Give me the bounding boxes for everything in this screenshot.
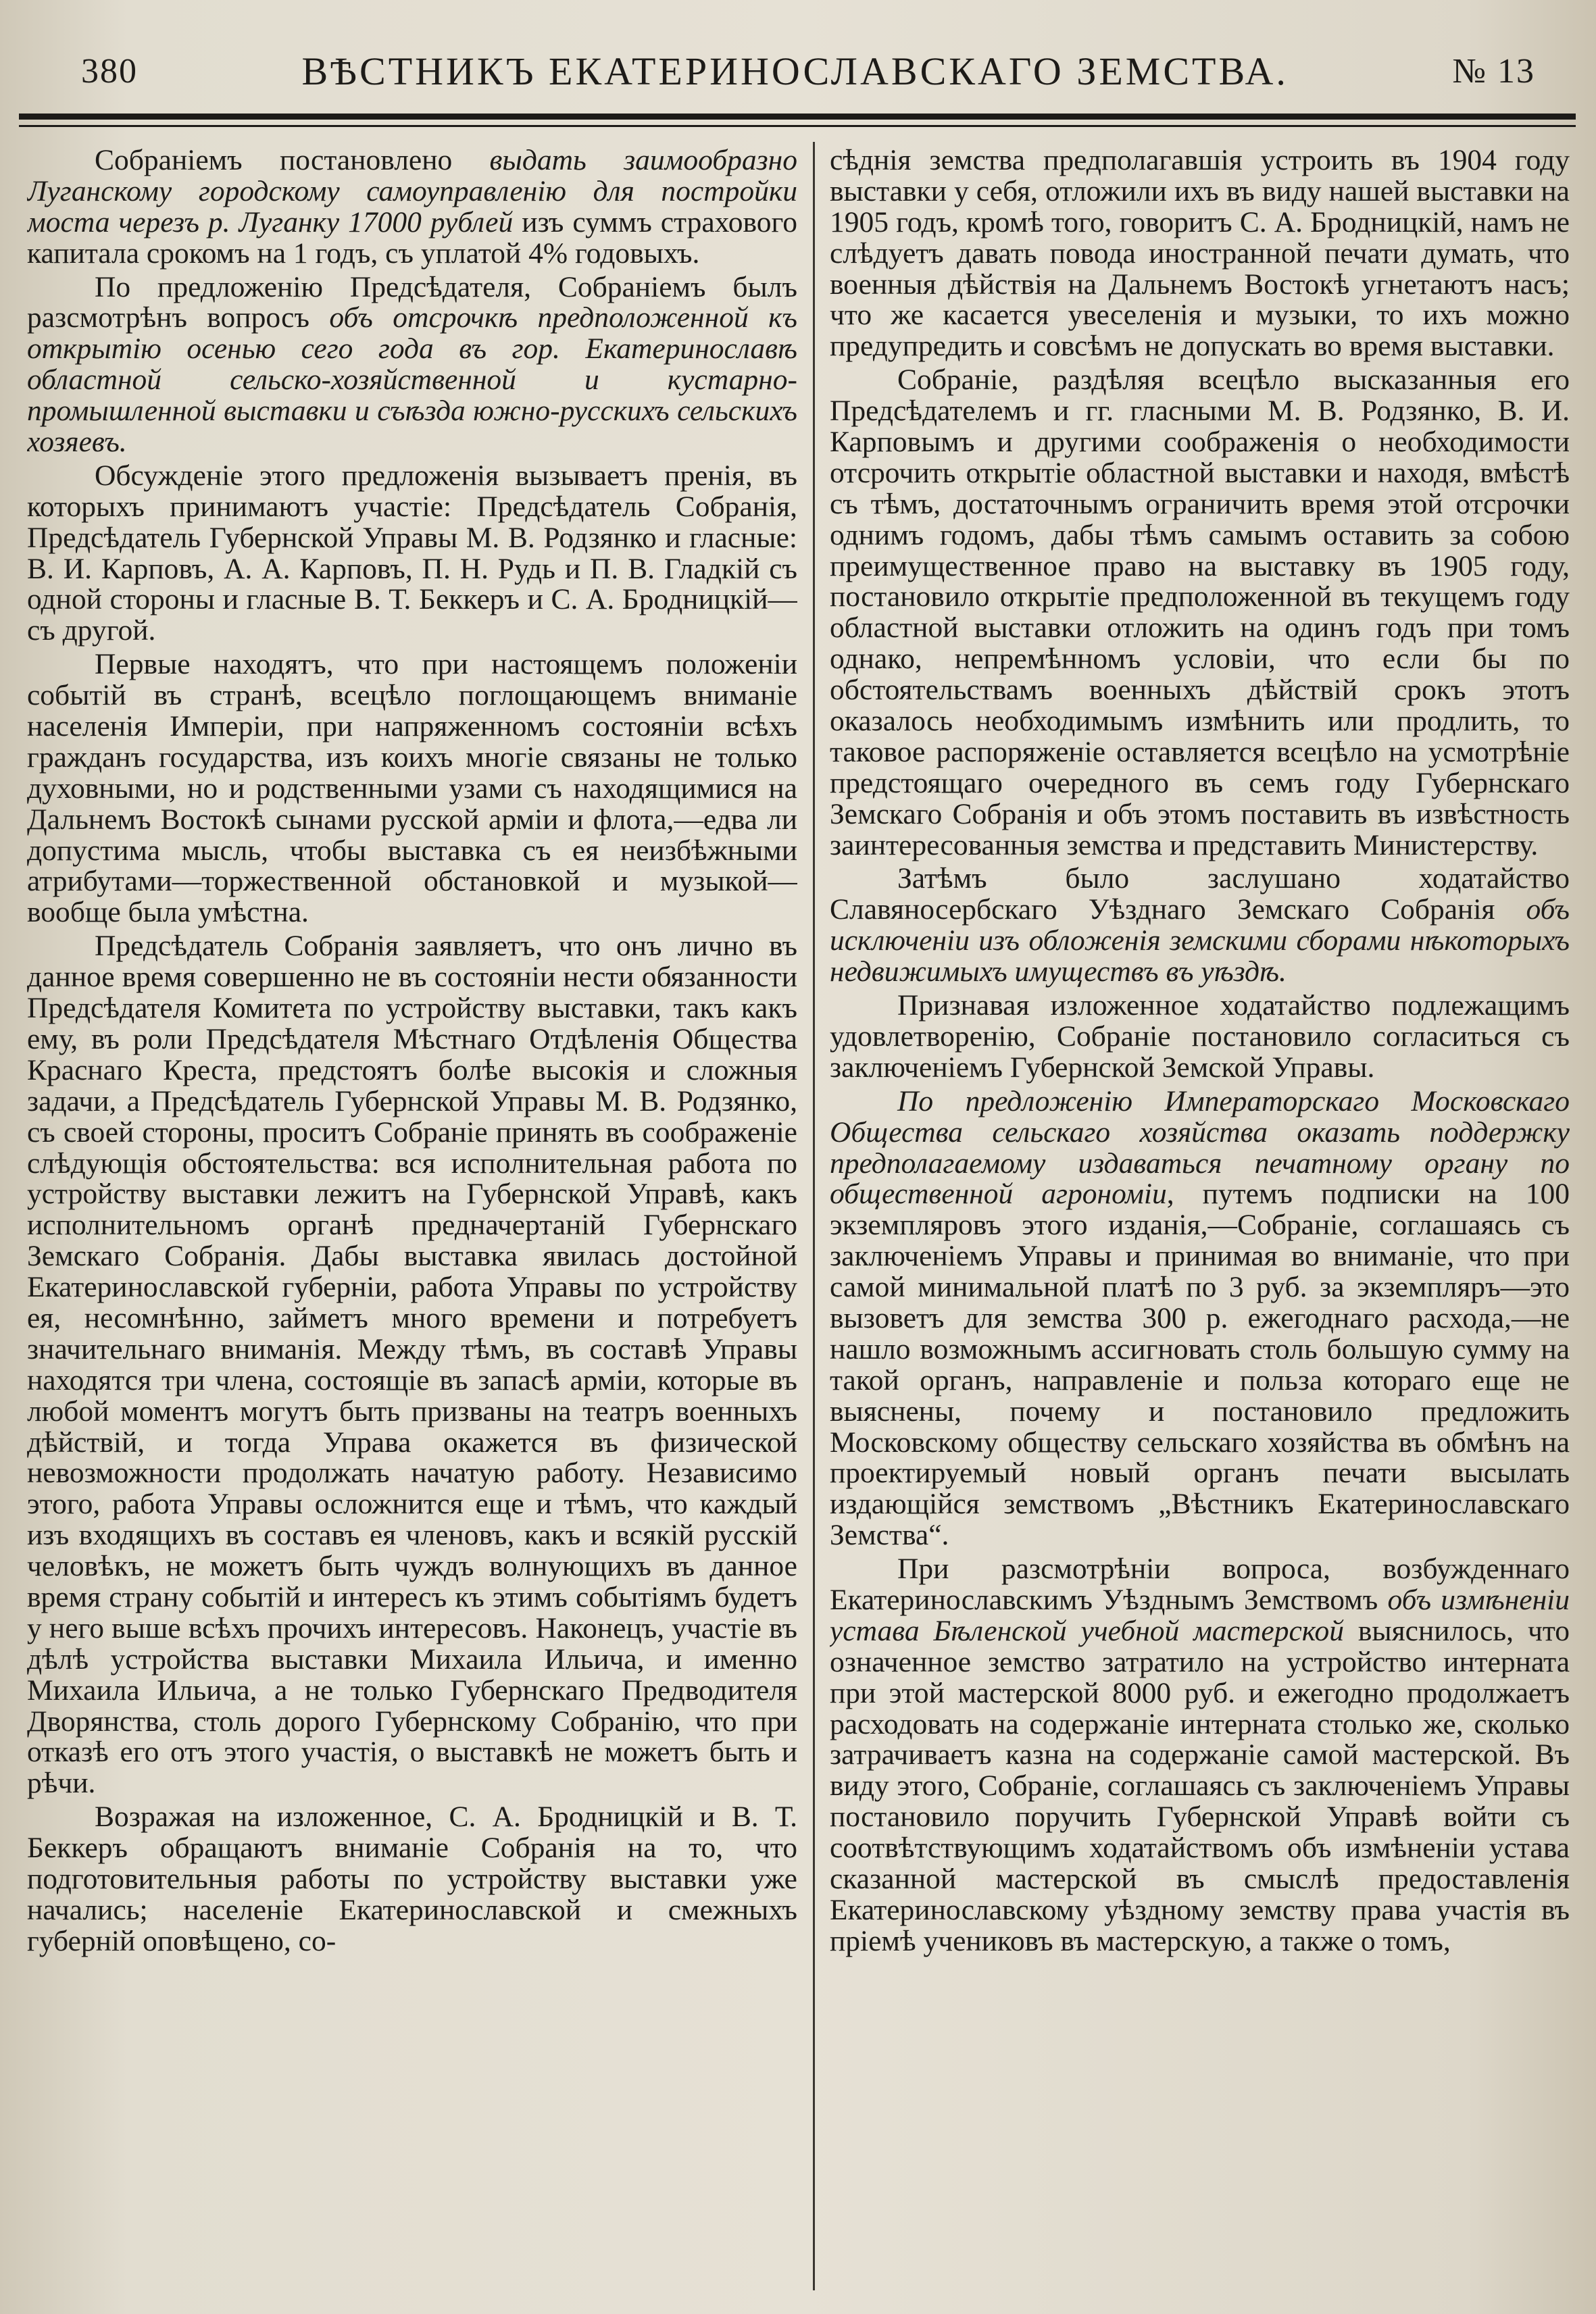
journal-title: ВѢСТНИКЪ ЕКАТЕРИНОСЛАВСКАГО ЗЕМСТВА. xyxy=(301,49,1289,93)
text-run: Затѣмъ было заслушано ходатайство Славяносербскаго Уѣзднаго Земскаго Собранія xyxy=(830,862,1570,926)
paragraph xyxy=(27,931,797,1799)
text-run: Возражая на изложенное, С. А. Бродницкій и В. Т. Беккеръ обращаютъ вниманіе Собранія на то, что подготовительныя работы по устройству выставки уже начались; населеніе Екатеринославской и смежныхъ губерній оповѣщено, со- xyxy=(27,1801,797,1957)
paragraph xyxy=(830,145,1570,362)
italic-text: объ отсрочкѣ предположенной къ открытію осенью сего года въ гор. Екатеринославѣ областной сельско-хозяйственной и кустарно-промышленной выставки и съѣзда южно-русскихъ сельскихъ хозяевъ. xyxy=(27,301,797,459)
column-divider xyxy=(813,142,815,2290)
issue-number: № 13 xyxy=(1452,51,1535,91)
text-run: Предсѣдатель Собранія заявляетъ, что онъ лично въ данное время совершенно не въ состояніи нести обязанности Предсѣдателя Комитета по устройству выставки, такъ какъ ему, въ роли Предсѣдателя Мѣстнаго Отдѣленія Общества Краснаго Креста, предстоятъ болѣе высокія и сложныя задачи, а Предсѣдатель Губернской Управы М. В. Родзянко, съ своей стороны, проситъ Собраніе принять въ соображеніе слѣдующія обстоятельства: вся исполнительная работа по устройству выставки лежитъ на Губернской Управѣ, какъ исполнительномъ органѣ предначертаній Губернскаго Земскаго Собранія. Дабы выставка явилась достойной Екатеринославской губерніи, работа Управы по устройству ея, несомнѣнно, займетъ много времени и потребуетъ значительнаго вниманія. Между тѣмъ, въ составѣ Управы находятся три члена, состоящіе въ запасѣ арміи, которые въ любой моментъ могутъ быть призваны на театръ военныхъ дѣйствій, и тогда Управа окажется въ физической невозможности продолжать начатую работу. Независимо этого, работа Управы осложнится еще и тѣмъ, что каждый изъ входящихъ въ составъ ея членовъ, какъ и всякій русскій человѣкъ, не можетъ быть чуждъ волнующихъ въ данное время страну событій и интересъ къ этимъ событіямъ будетъ у него выше всѣхъ прочихъ интересовъ. Наконецъ, участіе въ дѣлѣ устройства выставки Михаила Ильича, и именно Михаила Ильича, а не только Губернскаго Предводителя Дворянства, столь дорого Губернскому Собранію, что при отказѣ его отъ этого участія, о выставкѣ не можетъ быть и рѣчи. xyxy=(27,930,797,1800)
paragraph xyxy=(27,272,797,458)
text-run: сѣднія земства предполагавшія устроить въ 1904 году выставки у себя, отложили ихъ въ виду нашей выставки на 1905 годъ, кромѣ того, говоритъ С. А. Бродницкій, намъ не слѣдуетъ давать повода иностранной печати думать, что военныя дѣйствія на Дальнемъ Востокѣ угнетаютъ насъ; что же касается увеселенія и музыки, то ихъ можно предупредить и совсѣмъ не допускать во время выставки. xyxy=(830,145,1570,363)
text-run: изъ суммъ страхового капитала срокомъ на 1 годъ, съ уплатой 4% годовыхъ. xyxy=(27,205,797,270)
paragraph xyxy=(830,365,1570,861)
page-header xyxy=(81,41,1535,101)
text-run: Признавая изложенное ходатайство подлежащимъ удовлетворенію, Собраніе постановило согласиться съ заключеніемъ Губернской Земской Управы. xyxy=(830,989,1570,1084)
italic-text: выдать заимообразно Луганскому городскому самоуправленію для постройки моста черезъ р. Луганку 17000 рублей xyxy=(27,145,797,238)
left-column xyxy=(27,145,797,2287)
paragraph xyxy=(27,649,797,928)
paragraph xyxy=(27,145,797,270)
italic-text: объ исключеніи изъ обложенія земскими сборами нѣкоторыхъ недвижимыхъ имуществъ въ уѣздѣ. xyxy=(830,893,1570,988)
italic-text: По предложенію Императорскаго Московскаго Общества сельскаго хозяйства оказать поддержку предполагаемому издаваться печатному органу по общественной агрономіи xyxy=(830,1084,1570,1211)
text-run: По предложенію Предсѣдателя, Собраніемъ былъ разсмотрѣнъ вопросъ xyxy=(27,270,797,334)
text-run: , путемъ подписки на 100 экземпляровъ этого изданія,—Собраніе, соглашаясь съ заключеніемъ Управы и принимая во вниманіе, что при самой минимальной платѣ по 3 руб. за экземпляръ—это вызоветъ для земства 300 р. ежегоднаго расхода,—не нашло возможнымъ ассигновать столь большую сумму на такой органъ, направленіе и польза котораго еще не выяснены, почему и постановило предложить Московскому обществу сельскаго хозяйства въ обмѣнъ на проектируемый новый органъ печати высылать издающійся земствомъ „Вѣстникъ Екатеринославскаго Земства“. xyxy=(830,1178,1570,1552)
text-run: Первые находятъ, что при настоящемъ положеніи событій въ странѣ, всецѣло поглощающемъ вниманіе населенія Имперіи, при напряженномъ состояніи всѣхъ гражданъ государства, изъ коихъ многіе связаны не только духовными, но и родственными узами съ находящимися на Дальнемъ Востокѣ сынами русской арміи и флота,—едва ли допустима мысль, чтобы выставка съ ея неизбѣжными атрибутами—торжественной обстановкой и музыкой—вообще была умѣстна. xyxy=(27,648,797,929)
italic-text: объ измѣненіи устава Бѣленской учебной мастерской xyxy=(830,1583,1570,1647)
text-run: Собраніе, раздѣляя всецѣло высказанныя его Предсѣдателемъ и гг. гласными М. В. Родзянко, В. И. Карповымъ и другими соображенія о необходимости отсрочить открытіе областной выставки и находя, вмѣстѣ съ тѣмъ, достаточнымъ ограничить время этой отсрочки однимъ годомъ, дабы тѣмъ самымъ оставить за собою преимущественное право на выставку въ 1905 году, постановило открытіе предположенной въ текущемъ году областной выставки отложить на одинъ годъ при томъ однако, непремѣнномъ условіи, что если бы по обстоятельствамъ военныхъ дѣйствій срокъ этотъ оказалось необходимымъ измѣнить или продлить, то таковое распоряженіе оставляется всецѣло на усмотрѣніе предстоящаго очередного въ семъ году Губернскаго Земскаго Собранія и объ этомъ поставить въ извѣстность заинтересованныя земства и представить Министерству. xyxy=(830,363,1570,861)
text-run: При разсмотрѣніи вопроса, возбужденнаго Екатеринославскимъ Уѣзднымъ Земствомъ xyxy=(830,1553,1570,1616)
paragraph xyxy=(830,1554,1570,1957)
paragraph xyxy=(27,461,797,647)
text-run: выяснилось, что означенное земство затратило на устройство интерната при этой мастерской 8000 руб. и ежегодно продолжаетъ расходовать на содержаніе интерната столько же, сколько затрачиваетъ казна на содержаніе самой мастерской. Въ виду этого, Собраніе, соглашаясь съ заключеніемъ Управы постановило поручить Губернской Управѣ войти съ соотвѣтствующимъ ходатайствомъ объ измѣненіи устава сказанной мастерской въ смыслѣ предоставленія Екатеринославскому уѣздному земству права участія въ пріемѣ учениковъ въ мастерскую, а также о томъ, xyxy=(830,1614,1570,1957)
paragraph xyxy=(27,1802,797,1957)
text-run: Обсужденіе этого предложенія вызываетъ пренія, въ которыхъ принимаютъ участіе: Предсѣдатель Собранія, Предсѣдатель Губернской Управы М. В. Родзянко и гласные: В. И. Карповъ, А. А. Карповъ, П. Н. Рудь и П. В. Гладкій съ одной стороны и гласные В. Т. Беккеръ и С. А. Бродницкій—съ другой. xyxy=(27,459,797,647)
page-number: 380 xyxy=(81,51,138,91)
paragraph xyxy=(830,863,1570,988)
paragraph xyxy=(830,1086,1570,1551)
header-rule-thin xyxy=(19,125,1576,127)
right-column xyxy=(830,145,1570,2287)
header-rule-thick xyxy=(19,114,1576,120)
paragraph xyxy=(830,990,1570,1084)
text-run: Собраніемъ постановлено xyxy=(95,145,490,176)
